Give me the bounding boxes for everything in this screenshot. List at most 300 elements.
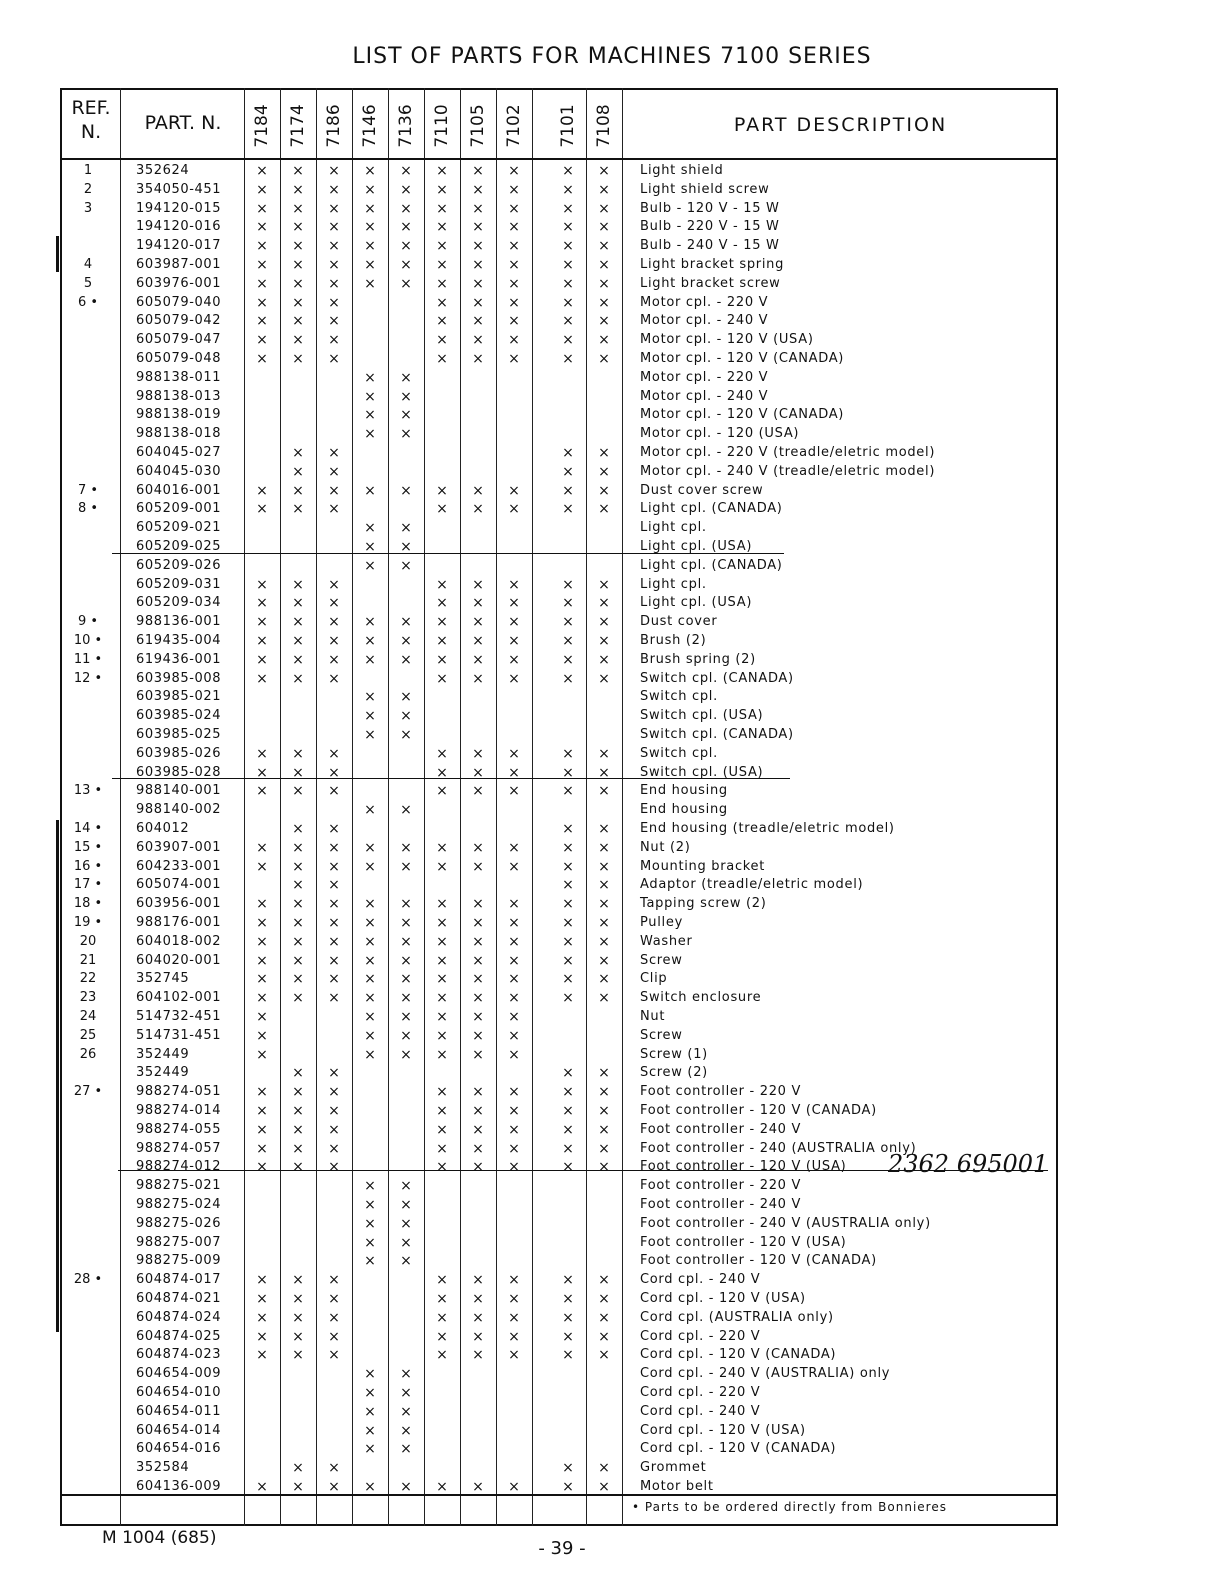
part-number: 988274-057 — [136, 1140, 222, 1156]
model-mark-7101: × — [562, 200, 574, 217]
model-mark-7101: × — [562, 858, 574, 875]
part-number: 604012 — [136, 821, 190, 836]
model-mark-7105: × — [472, 1347, 484, 1364]
model-mark-7108: × — [598, 1328, 610, 1345]
model-mark-7136: × — [400, 1234, 412, 1251]
model-mark-7105: × — [472, 313, 484, 330]
ref-number: 15 • — [73, 839, 103, 855]
model-mark-7146: × — [364, 839, 376, 856]
part-number-header: PART. N. — [144, 112, 222, 134]
ref-number: 9 • — [77, 614, 99, 630]
model-mark-7102: × — [508, 332, 520, 349]
ref-number: 24 — [79, 1009, 97, 1024]
model-mark-7108: × — [598, 313, 610, 330]
part-description: Foot controller - 240 V — [640, 1121, 802, 1137]
model-mark-7102: × — [508, 670, 520, 687]
model-mark-7186: × — [328, 1140, 340, 1157]
model-mark-7108: × — [598, 1479, 610, 1495]
model-mark-7105: × — [472, 332, 484, 349]
model-mark-7186: × — [328, 971, 340, 988]
model-mark-7184: × — [256, 633, 268, 649]
model-mark-7186: × — [328, 463, 340, 480]
table-row — [60, 801, 1058, 820]
model-mark-7101: × — [562, 482, 574, 499]
model-mark-7186: × — [328, 294, 340, 311]
part-description: Light shield screw — [640, 181, 770, 197]
model-mark-7146: × — [364, 275, 376, 292]
model-mark-7184: × — [256, 595, 268, 612]
model-mark-7174: × — [292, 839, 304, 856]
model-mark-7101: × — [562, 595, 574, 612]
model-mark-7136: × — [400, 1441, 412, 1458]
model-mark-7186: × — [328, 257, 340, 273]
model-mark-7105: × — [472, 933, 484, 950]
model-mark-7136: × — [400, 407, 412, 424]
table-row — [60, 331, 1058, 350]
ref-number: 11 • — [73, 651, 103, 667]
model-mark-7136: × — [400, 426, 412, 443]
part-description: Foot controller - 240 V (AUSTRALIA only) — [640, 1215, 931, 1231]
model-mark-7184: × — [256, 1347, 268, 1364]
model-mark-7136: × — [400, 1215, 412, 1232]
ref-number: 8 • — [77, 501, 99, 517]
part-description: Cord cpl. (AUSTRALIA only) — [640, 1309, 834, 1325]
model-mark-7184: × — [256, 163, 268, 179]
model-mark-7105: × — [472, 275, 484, 292]
model-mark-7110: × — [436, 595, 448, 612]
model-header-7146: 7146 — [360, 104, 380, 148]
model-mark-7101: × — [562, 181, 574, 198]
table-row — [60, 1121, 1058, 1140]
model-mark-7146: × — [364, 802, 376, 819]
model-mark-7105: × — [472, 614, 484, 631]
model-mark-7105: × — [472, 482, 484, 499]
model-mark-7186: × — [328, 858, 340, 875]
part-number: 514731-451 — [136, 1027, 222, 1043]
model-mark-7184: × — [256, 783, 268, 800]
part-number: 352584 — [136, 1460, 190, 1476]
model-mark-7105: × — [472, 163, 484, 179]
part-number: 988138-019 — [136, 407, 222, 423]
model-mark-7110: × — [436, 1159, 448, 1176]
model-mark-7146: × — [364, 426, 376, 443]
table-row — [60, 200, 1058, 219]
part-description: Brush (2) — [640, 633, 707, 648]
table-row — [60, 594, 1058, 613]
model-mark-7174: × — [292, 971, 304, 988]
part-number: 605209-026 — [136, 557, 222, 573]
part-number: 352449 — [136, 1046, 190, 1062]
model-mark-7101: × — [562, 633, 574, 649]
part-number: 605209-031 — [136, 576, 222, 592]
part-description: End housing (treadle/eletric model) — [640, 821, 895, 836]
model-mark-7110: × — [436, 219, 448, 236]
model-mark-7110: × — [436, 1291, 448, 1307]
part-description: Motor cpl. - 120 V (CANADA) — [640, 407, 845, 423]
model-mark-7136: × — [400, 651, 412, 668]
model-mark-7136: × — [400, 839, 412, 856]
model-mark-7101: × — [562, 783, 574, 800]
part-number: 619435-004 — [136, 633, 222, 648]
model-mark-7101: × — [562, 501, 574, 518]
model-mark-7101: × — [562, 896, 574, 913]
model-mark-7102: × — [508, 971, 520, 988]
model-mark-7108: × — [598, 745, 610, 762]
part-description: Cord cpl. - 240 V — [640, 1272, 761, 1288]
part-number: 988275-026 — [136, 1215, 222, 1231]
model-mark-7146: × — [364, 1178, 376, 1195]
part-number: 604654-010 — [136, 1385, 222, 1400]
model-mark-7108: × — [598, 933, 610, 950]
model-mark-7108: × — [598, 877, 610, 894]
part-number: 605209-034 — [136, 595, 222, 611]
header-divider — [60, 158, 1058, 160]
part-number: 604874-021 — [136, 1291, 222, 1306]
model-mark-7136: × — [400, 1046, 412, 1063]
table-row — [60, 1422, 1058, 1441]
part-number: 605079-042 — [136, 313, 222, 329]
model-mark-7105: × — [472, 294, 484, 311]
model-mark-7136: × — [400, 1366, 412, 1383]
model-mark-7136: × — [400, 1253, 412, 1270]
model-mark-7105: × — [472, 896, 484, 913]
model-mark-7101: × — [562, 313, 574, 330]
model-mark-7102: × — [508, 1291, 520, 1307]
model-mark-7146: × — [364, 971, 376, 988]
model-mark-7186: × — [328, 1159, 340, 1176]
model-mark-7108: × — [598, 219, 610, 236]
ref-number: 22 — [79, 971, 97, 987]
model-mark-7105: × — [472, 1159, 484, 1176]
model-mark-7186: × — [328, 163, 340, 179]
model-mark-7110: × — [436, 1046, 448, 1063]
part-number: 605074-001 — [136, 877, 222, 893]
model-mark-7184: × — [256, 990, 268, 1007]
ref-number: 16 • — [73, 858, 103, 874]
model-mark-7101: × — [562, 1460, 574, 1477]
model-mark-7102: × — [508, 163, 520, 179]
margin-mark — [56, 236, 59, 272]
model-mark-7146: × — [364, 1253, 376, 1270]
part-description: Cord cpl. - 120 V (USA) — [640, 1291, 806, 1306]
footnote: • Parts to be ordered directly from Bonnieres — [632, 1500, 947, 1514]
part-description: Cord cpl. - 120 V (CANADA) — [640, 1441, 837, 1457]
part-description: Grommet — [640, 1460, 707, 1476]
model-mark-7184: × — [256, 313, 268, 330]
table-row — [60, 1064, 1058, 1083]
model-mark-7102: × — [508, 745, 520, 762]
model-mark-7184: × — [256, 858, 268, 875]
model-mark-7184: × — [256, 294, 268, 311]
model-mark-7105: × — [472, 219, 484, 236]
model-mark-7108: × — [598, 181, 610, 198]
table-row — [60, 444, 1058, 463]
table-row — [60, 519, 1058, 538]
part-number: 605209-025 — [136, 539, 222, 554]
model-mark-7146: × — [364, 238, 376, 255]
model-mark-7146: × — [364, 369, 376, 386]
model-mark-7186: × — [328, 200, 340, 217]
ref-number: 28 • — [73, 1272, 103, 1288]
model-mark-7101: × — [562, 764, 574, 781]
model-mark-7146: × — [364, 708, 376, 725]
part-description: Dust cover screw — [640, 482, 764, 498]
model-mark-7186: × — [328, 896, 340, 913]
part-description: Tapping screw (2) — [640, 896, 767, 912]
model-mark-7105: × — [472, 858, 484, 875]
model-mark-7146: × — [364, 1009, 376, 1025]
model-mark-7174: × — [292, 463, 304, 480]
part-number: 352449 — [136, 1065, 190, 1081]
model-mark-7136: × — [400, 802, 412, 819]
model-mark-7110: × — [436, 294, 448, 311]
model-mark-7146: × — [364, 990, 376, 1007]
model-mark-7101: × — [562, 651, 574, 668]
model-mark-7174: × — [292, 1460, 304, 1477]
part-description: Switch cpl. (USA) — [640, 764, 764, 780]
model-mark-7102: × — [508, 651, 520, 668]
part-number: 605209-021 — [136, 520, 222, 536]
model-mark-7146: × — [364, 614, 376, 631]
model-mark-7102: × — [508, 1479, 520, 1495]
model-mark-7184: × — [256, 1009, 268, 1025]
model-mark-7101: × — [562, 670, 574, 687]
table-row — [60, 914, 1058, 933]
model-mark-7108: × — [598, 1272, 610, 1289]
model-mark-7174: × — [292, 1328, 304, 1345]
model-mark-7146: × — [364, 1234, 376, 1251]
model-mark-7146: × — [364, 200, 376, 217]
model-mark-7102: × — [508, 952, 520, 969]
ref-number: 26 — [79, 1046, 97, 1062]
table-row — [60, 1459, 1058, 1478]
part-description: Motor cpl. - 240 V — [640, 388, 769, 404]
model-mark-7110: × — [436, 633, 448, 649]
model-header-7174: 7174 — [288, 104, 308, 148]
model-mark-7108: × — [598, 839, 610, 856]
model-mark-7184: × — [256, 351, 268, 367]
model-mark-7136: × — [400, 952, 412, 969]
model-mark-7108: × — [598, 257, 610, 273]
table-row — [60, 1403, 1058, 1422]
model-mark-7186: × — [328, 1347, 340, 1364]
table-row — [60, 670, 1058, 689]
part-description: Light cpl. — [640, 520, 707, 536]
part-number: 988274-012 — [136, 1159, 222, 1175]
model-mark-7101: × — [562, 1140, 574, 1157]
model-mark-7102: × — [508, 1009, 520, 1025]
model-mark-7101: × — [562, 1121, 574, 1138]
table-row — [60, 764, 1058, 783]
model-mark-7102: × — [508, 482, 520, 499]
part-number: 604136-009 — [136, 1479, 222, 1494]
model-mark-7174: × — [292, 238, 304, 255]
model-mark-7110: × — [436, 670, 448, 687]
model-mark-7186: × — [328, 482, 340, 499]
table-row — [60, 1177, 1058, 1196]
part-description: Cord cpl. - 120 V (CANADA) — [640, 1347, 837, 1363]
table-row — [60, 218, 1058, 237]
table-row — [60, 895, 1058, 914]
part-number: 352745 — [136, 971, 190, 987]
table-row — [60, 1102, 1058, 1121]
model-mark-7102: × — [508, 896, 520, 913]
part-description: Light cpl. — [640, 576, 707, 592]
part-number: 604874-023 — [136, 1347, 222, 1363]
model-mark-7105: × — [472, 651, 484, 668]
model-mark-7105: × — [472, 1084, 484, 1101]
model-mark-7174: × — [292, 313, 304, 330]
model-header-7101: 7101 — [558, 104, 578, 148]
part-description: Light cpl. (USA) — [640, 539, 753, 554]
model-mark-7186: × — [328, 877, 340, 894]
part-number: 604874-017 — [136, 1272, 222, 1288]
part-description: Screw — [640, 1027, 683, 1043]
ref-header: REF. N. — [71, 97, 111, 143]
part-description: Pulley — [640, 915, 683, 930]
part-number: 604874-024 — [136, 1309, 222, 1325]
table-row — [60, 745, 1058, 764]
model-mark-7108: × — [598, 1121, 610, 1138]
model-mark-7146: × — [364, 1385, 376, 1401]
model-mark-7174: × — [292, 219, 304, 236]
model-mark-7101: × — [562, 952, 574, 969]
model-mark-7186: × — [328, 1309, 340, 1326]
model-mark-7110: × — [436, 257, 448, 273]
model-mark-7136: × — [400, 1178, 412, 1195]
model-mark-7108: × — [598, 163, 610, 179]
model-mark-7184: × — [256, 1027, 268, 1044]
model-mark-7146: × — [364, 1479, 376, 1495]
model-mark-7101: × — [562, 971, 574, 988]
model-header-7186: 7186 — [324, 104, 344, 148]
table-row — [60, 989, 1058, 1008]
part-number: 988136-001 — [136, 614, 222, 630]
model-mark-7174: × — [292, 332, 304, 349]
model-mark-7136: × — [400, 482, 412, 499]
model-mark-7174: × — [292, 595, 304, 612]
part-number: 603985-026 — [136, 745, 222, 761]
model-mark-7186: × — [328, 952, 340, 969]
part-description: Motor cpl. - 220 V (treadle/eletric model) — [640, 445, 936, 460]
model-mark-7186: × — [328, 633, 340, 649]
table-row — [60, 406, 1058, 425]
model-mark-7174: × — [292, 163, 304, 179]
model-mark-7101: × — [562, 1159, 574, 1176]
model-mark-7184: × — [256, 219, 268, 236]
part-number: 988275-024 — [136, 1197, 222, 1212]
model-mark-7184: × — [256, 1479, 268, 1495]
part-number: 988140-002 — [136, 802, 222, 818]
model-mark-7105: × — [472, 181, 484, 198]
table-row — [60, 1478, 1058, 1497]
model-mark-7108: × — [598, 670, 610, 687]
model-mark-7102: × — [508, 181, 520, 198]
ref-number: 23 — [79, 990, 97, 1006]
model-mark-7102: × — [508, 275, 520, 292]
model-mark-7108: × — [598, 633, 610, 649]
part-description: Motor cpl. - 240 V — [640, 313, 769, 329]
model-mark-7108: × — [598, 332, 610, 349]
margin-mark — [56, 820, 59, 1332]
model-mark-7102: × — [508, 238, 520, 255]
part-number: 603985-024 — [136, 708, 222, 724]
model-mark-7184: × — [256, 275, 268, 292]
model-mark-7186: × — [328, 1121, 340, 1138]
model-mark-7184: × — [256, 614, 268, 631]
model-mark-7101: × — [562, 877, 574, 894]
model-mark-7174: × — [292, 670, 304, 687]
model-mark-7184: × — [256, 238, 268, 255]
model-mark-7174: × — [292, 952, 304, 969]
part-number: 604018-002 — [136, 933, 222, 949]
part-number: 605079-040 — [136, 294, 222, 310]
model-mark-7110: × — [436, 1009, 448, 1025]
handwritten-underline — [112, 553, 784, 554]
model-mark-7101: × — [562, 839, 574, 856]
part-description: Motor cpl. - 120 (USA) — [640, 426, 800, 442]
model-mark-7101: × — [562, 238, 574, 255]
table-row — [60, 425, 1058, 444]
model-mark-7136: × — [400, 369, 412, 386]
model-mark-7110: × — [436, 764, 448, 781]
model-mark-7108: × — [598, 576, 610, 593]
model-mark-7184: × — [256, 839, 268, 856]
model-mark-7102: × — [508, 351, 520, 367]
model-mark-7101: × — [562, 257, 574, 273]
model-mark-7110: × — [436, 163, 448, 179]
model-mark-7102: × — [508, 839, 520, 856]
model-mark-7136: × — [400, 990, 412, 1007]
model-mark-7174: × — [292, 294, 304, 311]
part-number: 605079-047 — [136, 332, 222, 348]
model-mark-7110: × — [436, 933, 448, 950]
model-header-7108: 7108 — [594, 104, 614, 148]
model-mark-7146: × — [364, 1422, 376, 1439]
part-number: 619436-001 — [136, 651, 222, 667]
model-mark-7108: × — [598, 764, 610, 781]
part-number: 604874-025 — [136, 1328, 222, 1344]
model-mark-7102: × — [508, 313, 520, 330]
model-mark-7105: × — [472, 1291, 484, 1307]
model-mark-7102: × — [508, 219, 520, 236]
model-mark-7146: × — [364, 933, 376, 950]
model-mark-7186: × — [328, 275, 340, 292]
table-row — [60, 1215, 1058, 1234]
model-mark-7186: × — [328, 839, 340, 856]
table-row — [60, 557, 1058, 576]
model-mark-7102: × — [508, 783, 520, 800]
ref-number: 27 • — [73, 1084, 103, 1100]
model-mark-7136: × — [400, 200, 412, 217]
ref-number: 19 • — [73, 915, 103, 930]
part-description: Cord cpl. - 240 V — [640, 1403, 761, 1419]
ref-number: 25 — [79, 1027, 97, 1043]
table-row — [60, 312, 1058, 331]
model-mark-7101: × — [562, 294, 574, 311]
part-description: Nut — [640, 1009, 666, 1024]
model-mark-7108: × — [598, 858, 610, 875]
model-mark-7146: × — [364, 858, 376, 875]
model-mark-7110: × — [436, 181, 448, 198]
part-description: Foot controller - 120 V (USA) — [640, 1234, 847, 1250]
part-number: 604233-001 — [136, 858, 222, 874]
model-mark-7101: × — [562, 1291, 574, 1307]
model-mark-7102: × — [508, 858, 520, 875]
model-mark-7105: × — [472, 670, 484, 687]
model-mark-7105: × — [472, 990, 484, 1007]
model-mark-7174: × — [292, 1084, 304, 1101]
